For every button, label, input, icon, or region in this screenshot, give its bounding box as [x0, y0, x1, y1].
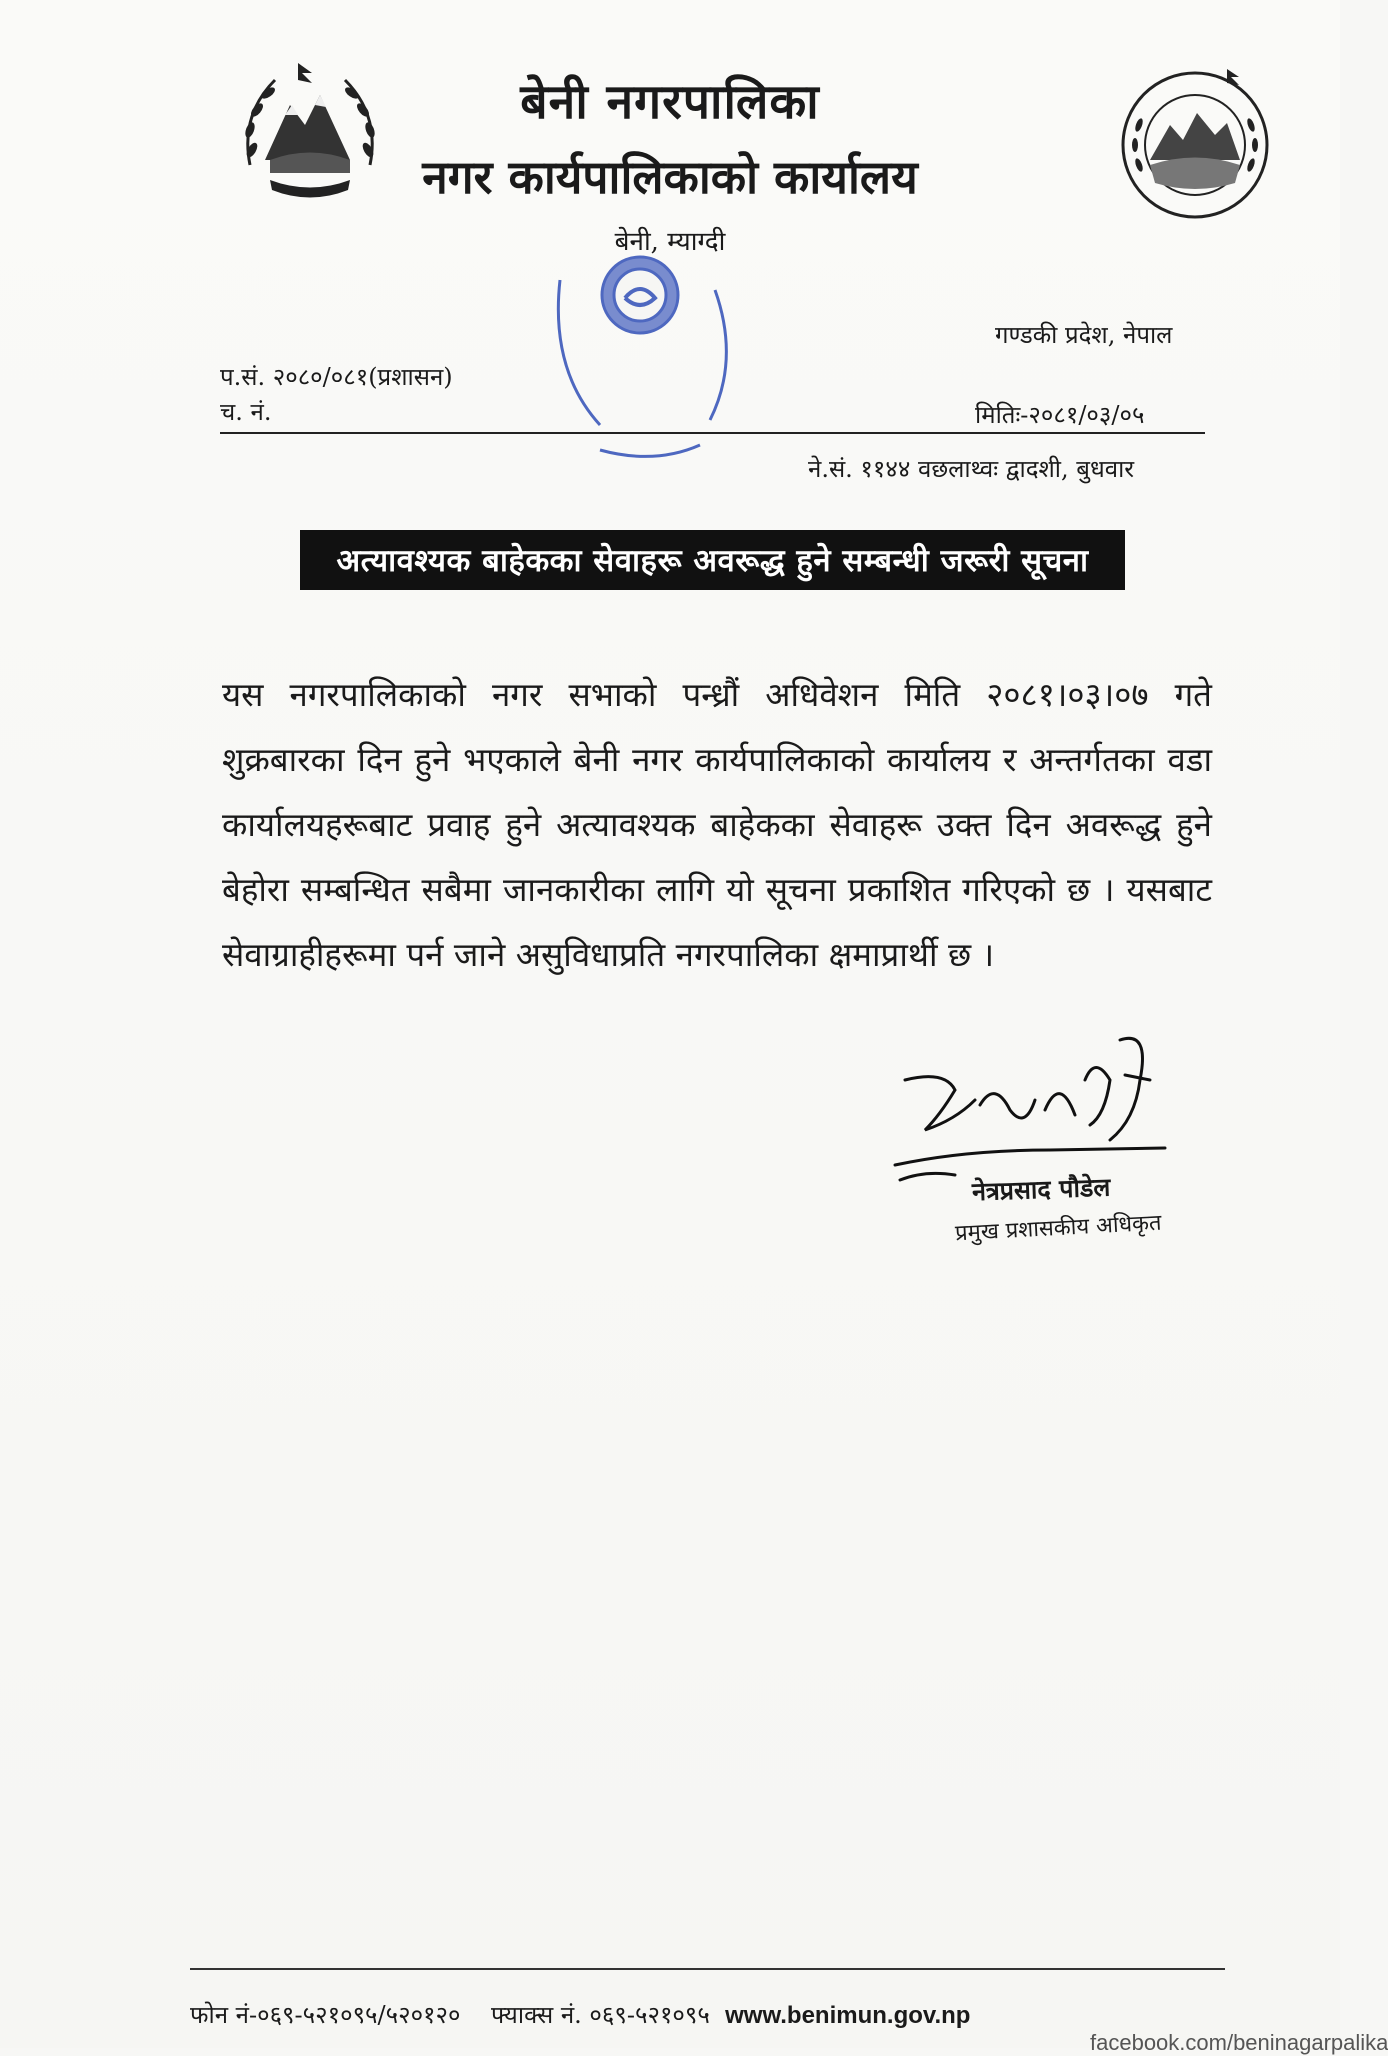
nepal-sambat-date: ने.सं. ११४४ वछलाथ्वः द्वादशी, बुधवार	[808, 455, 1135, 483]
letter-date: मितिः-२०८१/०३/०५	[975, 401, 1145, 429]
signatory-title: प्रमुख प्रशासकीय अधिकृत	[954, 1210, 1163, 1247]
notice-heading-text: अत्यावश्यक बाहेकका सेवाहरू अवरूद्ध हुने सम्बन्धी जरूरी सूचना	[336, 543, 1089, 579]
footer-website[interactable]: www.benimun.gov.np	[725, 2002, 971, 2029]
header-divider	[220, 432, 1205, 434]
province-label: गण्डकी प्रदेश, नेपाल	[995, 321, 1173, 349]
footer-divider	[190, 1968, 1225, 1970]
office-seal-stamp	[540, 250, 770, 480]
office-location: बेनी, म्याग्दी	[614, 227, 726, 257]
footer-contact	[190, 1998, 970, 2031]
reference-number: प.सं. २०८०/०८१(प्रशासन)	[220, 363, 453, 391]
notice-heading	[300, 530, 1125, 590]
footer-facebook[interactable]: facebook.com/beninagarpalika	[1090, 2030, 1388, 2055]
footer-phone: फोन नं-०६९-५२१०९५/५२०१२०	[190, 2001, 461, 2029]
office-name: नगर कार्यपालिकाको कार्यालय	[422, 150, 918, 204]
signatory-name: नेत्रप्रसाद पौडेल	[971, 1172, 1111, 1207]
notice-body: यस नगरपालिकाको नगर सभाको पन्ध्रौं अधिवेशन मिति २०८१।०३।०७ गते शुक्रबारका दिन हुने भएकाले बेनी नगर कार्यपालिकाको कार्यालय र अन्तर्गतका वडा कार्यालयहरूबाट प्रवाह हुने अत्यावश्यक बाहेकका सेवाहरू उक्त दिन अवरूद्ध हुने बेहोरा सम्बन्धित सबैमा जानकारीका लागि यो सूचना प्रकाशित गरिएको छ । यसबाट सेवाग्राहीहरूमा पर्न जाने असुविधाप्रति नगरपालिका क्षमाप्रार्थी छ ।	[222, 675, 1212, 974]
footer-fax: फ्याक्स नं. ०६९-५२१०९५	[491, 2001, 710, 2029]
municipality-name: बेनी नगरपालिका	[520, 74, 820, 130]
dispatch-number: च. नं.	[220, 398, 272, 426]
